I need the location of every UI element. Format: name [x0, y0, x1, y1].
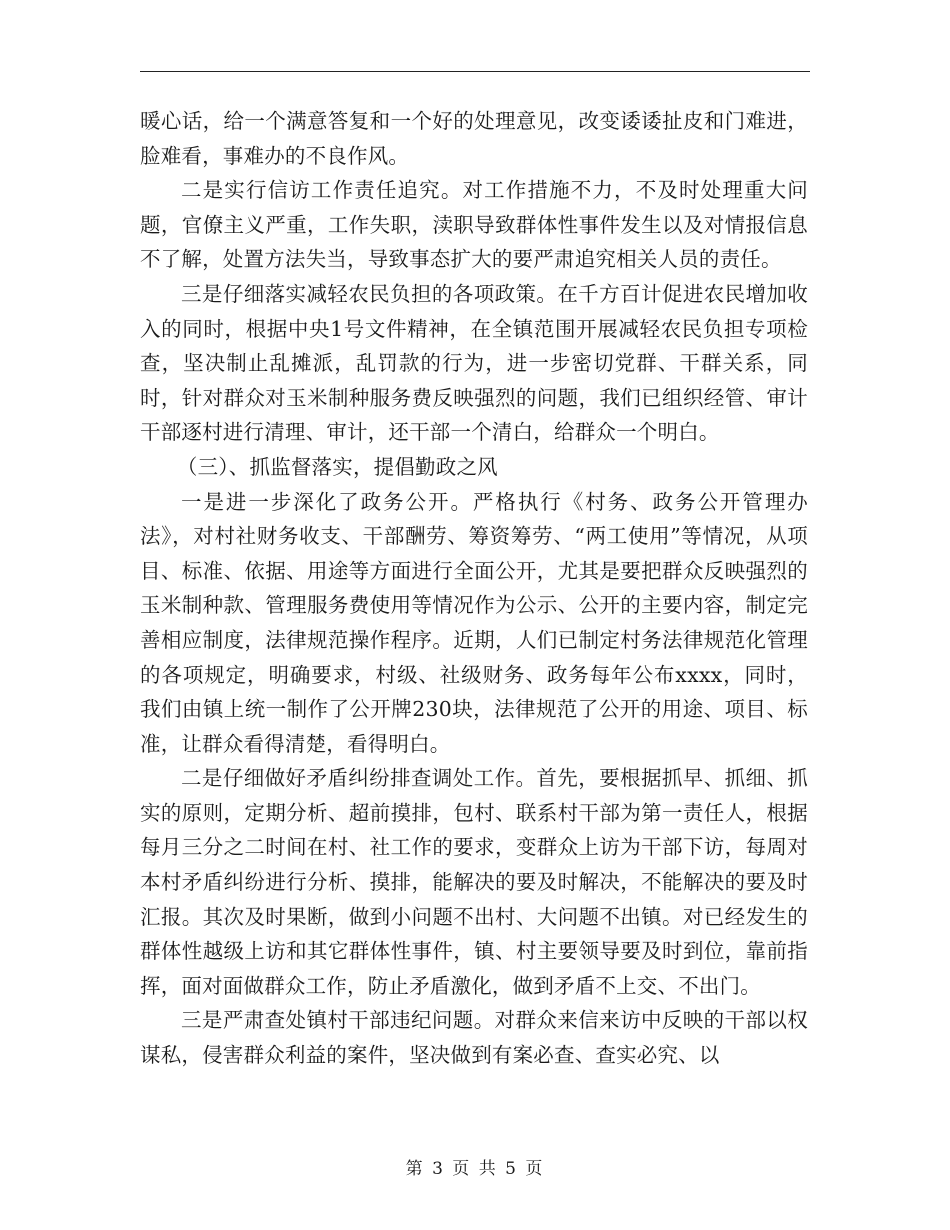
section-heading: （三）、抓监督落实，提倡勤政之风 [176, 454, 498, 479]
header-rule [140, 71, 810, 72]
document-body [140, 104, 808, 1073]
paragraph-continuation: 暖心话，给一个满意答复和一个好的处理意见，改变诿诿扯皮和门难进，脸难看，事难办的不良作风。 [140, 109, 808, 168]
page-footer: 第 3 页 共 5 页 [405, 1159, 545, 1179]
paragraph-farmer-burden: 三是仔细落实减轻农民负担的各项政策。在千方百计促进农民增加收入的同时，根据中央1号文件精神，在全镇范围开展减轻农民负担专项检查，坚决制止乱摊派，乱罚款的行为，进一步密切党群、干群关系，同时，针对群众对玉米制种服务费反映强烈的问题，我们已组织经管、审计干部逐村进行清理、审计，还干部一个清白，给群众一个明白。 [140, 281, 808, 445]
paragraph-dispute-resolution: 二是仔细做好矛盾纠纷排查调处工作。首先，要根据抓早、抓细、抓实的原则，定期分析、超前摸排，包村、联系村干部为第一责任人，根据每月三分之二时间在村、社工作的要求，变群众上访为干部下访，每周对本村矛盾纠纷进行分析、摸排，能解决的要及时解决，不能解决的要及时汇报。其次及时果断，做到小问题不出村、大问题不出镇。对已经发生的群体性越级上访和其它群体性事件，镇、村主要领导要及时到位，靠前指挥，面对面做群众工作，防止矛盾激化，做到矛盾不上交、不出门。 [140, 766, 808, 998]
paragraph-accountability: 二是实行信访工作责任追究。对工作措施不力，不及时处理重大问题，官僚主义严重，工作失职，渎职导致群体性事件发生以及对情报信息不了解，处置方法失当，导致事态扩大的要严肃追究相关人员的责任。 [140, 178, 808, 272]
paragraph-transparency: 一是进一步深化了政务公开。严格执行《村务、政务公开管理办法》，对村社财务收支、干部酬劳、筹资筹劳、“两工使用”等情况，从项目、标准、依据、用途等方面进行全面公开，尤其是要把群众反映强烈的玉米制种款、管理服务费使用等情况作为公示、公开的主要内容，制定完善相应制度，法律规范操作程序。近期，人们已制定村务法律规范化管理的各项规定，明确要求，村级、社级财务、政务每年公布xxxx，同时，我们由镇上统一制作了公开牌230块，法律规范了公开的用途、项目、标准，让群众看得清楚，看得明白。 [140, 489, 808, 756]
paragraph-discipline: 三是严肃查处镇村干部违纪问题。对群众来信来访中反映的干部以权谋私，侵害群众利益的案件，坚决做到有案必查、查实必究、以 [140, 1008, 808, 1068]
